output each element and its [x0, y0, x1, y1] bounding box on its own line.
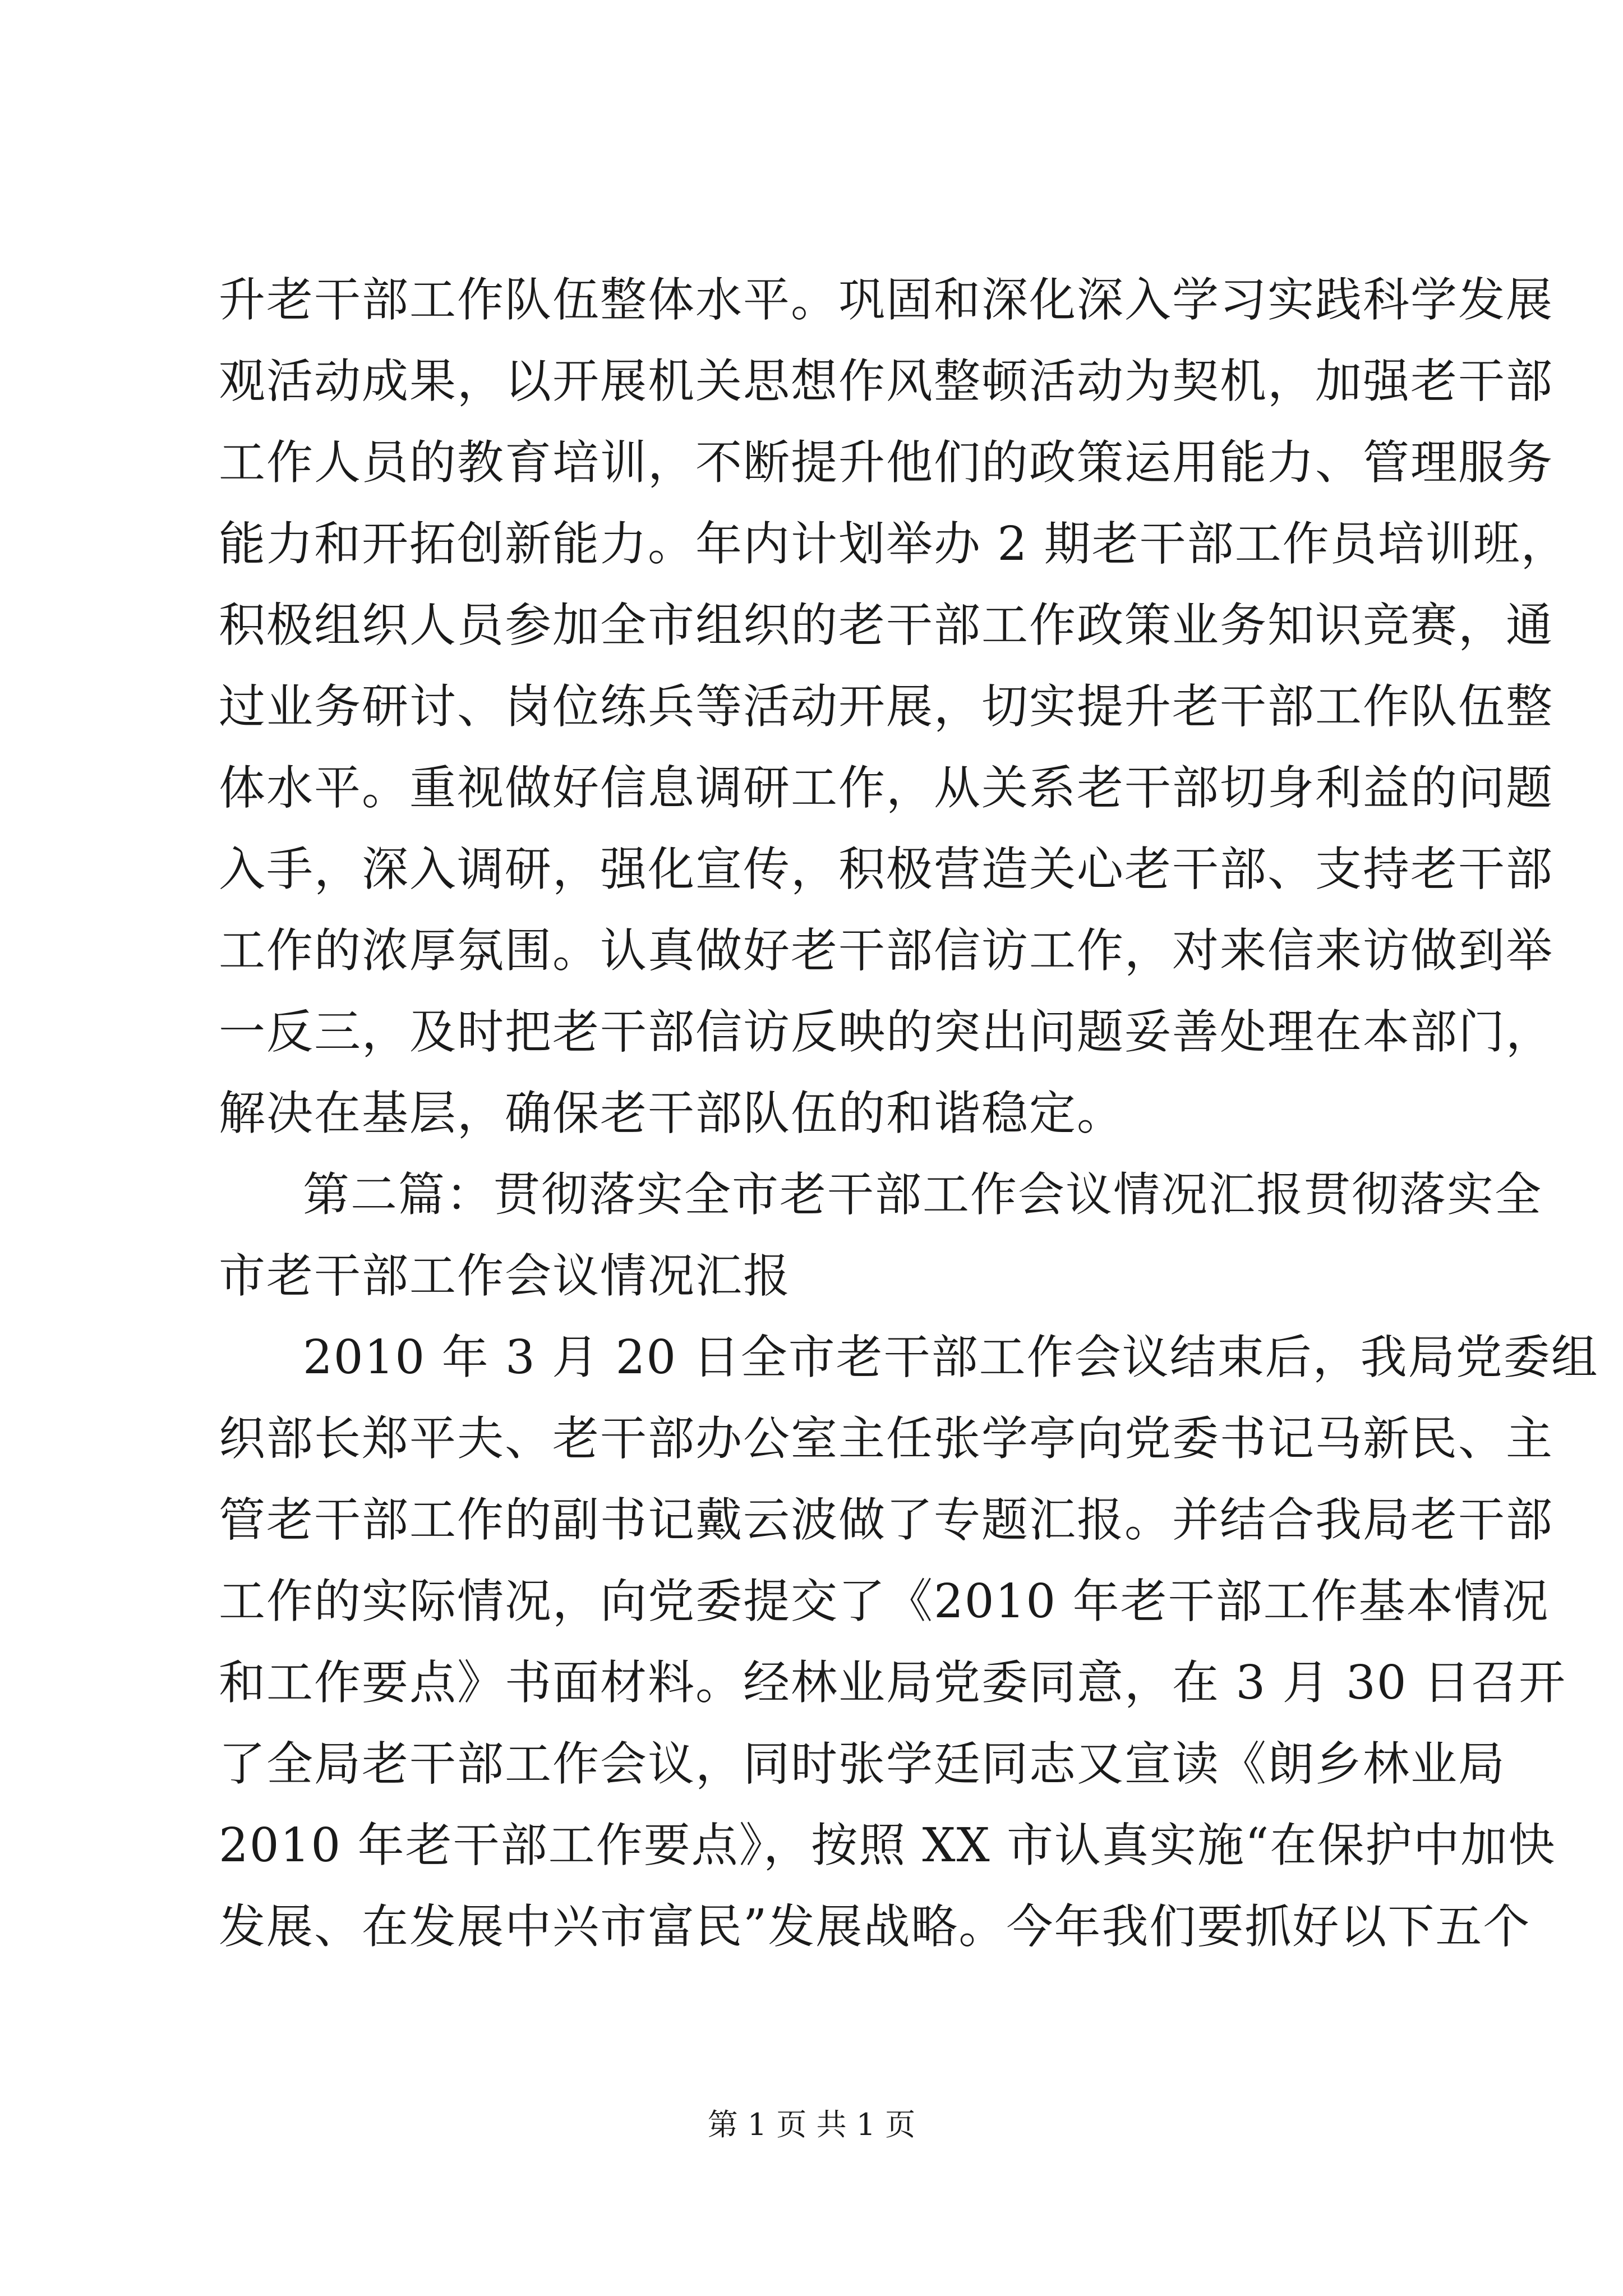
body-line: 2010 年 3 月 20 日全市老干部工作会议结束后，我局党委组 [303, 1330, 1599, 1384]
body-line: 织部长郑平夫、老干部办公室主任张学亭向党委书记马新民、主 [219, 1411, 1553, 1466]
body-line: 2010 年老干部工作要点》，按照 XX 市认真实施“在保护中加快 [219, 1818, 1556, 1872]
body-line: 和工作要点》书面材料。经林业局党委同意，在 3 月 30 日召开 [219, 1655, 1566, 1710]
body-line: 过业务研讨、岗位练兵等活动开展，切实提升老干部工作队伍整 [219, 679, 1553, 734]
body-line: 一反三，及时把老干部信访反映的突出问题妥善处理在本部门， [219, 1005, 1553, 1059]
body-line: 能力和开拓创新能力。年内计划举办 2 期老干部工作员培训班， [219, 517, 1569, 571]
page-footer: 第 1 页 共 1 页 [707, 2107, 916, 2142]
body-line: 工作的实际情况，向党委提交了《2010 年老干部工作基本情况 [219, 1574, 1550, 1628]
section-heading-line: 市老干部工作会议情况汇报 [219, 1249, 791, 1303]
section-heading-line: 第二篇：贯彻落实全市老干部工作会议情况汇报贯彻落实全 [303, 1167, 1542, 1222]
body-line: 观活动成果，以开展机关思想作风整顿活动为契机，加强老干部 [219, 354, 1553, 408]
body-line: 管老干部工作的副书记戴云波做了专题汇报。并结合我局老干部 [219, 1493, 1553, 1547]
body-line: 升老干部工作队伍整体水平。巩固和深化深入学习实践科学发展 [219, 273, 1553, 327]
body-line: 积极组织人员参加全市组织的老干部工作政策业务知识竞赛，通 [219, 598, 1553, 652]
body-line: 解决在基层，确保老干部队伍的和谐稳定。 [219, 1086, 1124, 1140]
body-line: 发展、在发展中兴市富民”发展战略。今年我们要抓好以下五个 [219, 1899, 1531, 1954]
body-line: 工作的浓厚氛围。认真做好老干部信访工作，对来信来访做到举 [219, 923, 1553, 978]
body-line: 工作人员的教育培训，不断提升他们的政策运用能力、管理服务 [219, 435, 1553, 490]
body-line: 了全局老干部工作会议，同时张学廷同志又宣读《朗乡林业局 [219, 1737, 1506, 1791]
body-line: 入手，深入调研，强化宣传，积极营造关心老干部、支持老干部 [219, 842, 1553, 896]
body-line: 体水平。重视做好信息调研工作，从关系老干部切身利益的问题 [219, 761, 1553, 815]
